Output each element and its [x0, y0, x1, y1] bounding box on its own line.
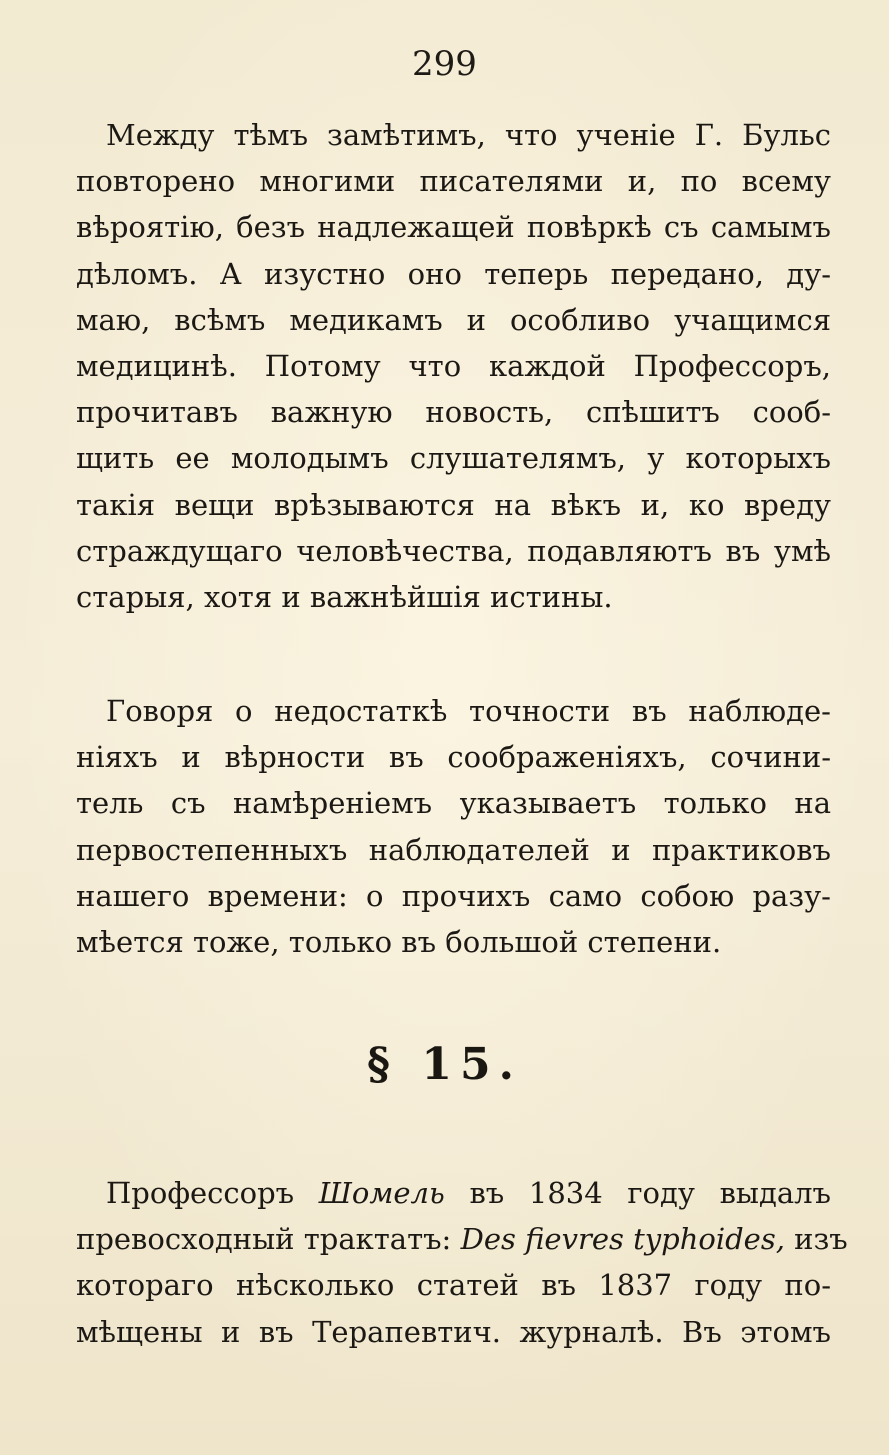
text-line: старыя, хотя и важнѣйшія истины.	[76, 579, 613, 614]
text-line: нашего времени: о прочихъ само собою разу-	[76, 878, 831, 913]
text-line: мѣется тоже, только въ большой степени.	[76, 924, 722, 959]
text-line: первостепенныхъ наблюдателей и практиковъ	[76, 832, 831, 867]
book-title: Des fievres typhoides,	[460, 1222, 785, 1257]
text-line: мѣщены и въ Терапевтич. журналѣ. Въ этомъ	[76, 1314, 831, 1349]
text-line	[76, 1216, 848, 1262]
text-line: Между тѣмъ замѣтимъ, что ученіе Г. Бульс	[106, 118, 831, 152]
section-heading: § 15.	[367, 1039, 522, 1090]
paragraph-2	[76, 688, 831, 965]
text-line: тель съ намѣреніемъ указываетъ только на	[76, 786, 831, 821]
text-line: щить ее молодымъ слушателямъ, у которыхъ	[76, 441, 831, 476]
text-fragment: въ 1834 году выдалъ	[444, 1176, 832, 1210]
text-line: дѣломъ. А изустно оно теперь передано, ду-	[76, 256, 831, 291]
text-line: ніяхъ и вѣрности въ соображеніяхъ, сочини-	[76, 740, 831, 775]
paragraph-3	[76, 1170, 848, 1355]
page-number: 299	[412, 44, 477, 84]
text-fragment: Профессоръ	[106, 1176, 319, 1210]
text-line: маю, всѣмъ медикамъ и особливо учащимся	[76, 302, 831, 337]
text-fragment: изъ	[784, 1222, 848, 1257]
text-line: вѣроятію, безъ надлежащей повѣркѣ съ самымъ	[76, 210, 831, 245]
text-line: Говоря о недостаткѣ точности въ наблюде-	[106, 694, 831, 728]
text-line: такія вещи врѣзываются на вѣкъ и, ко вреду	[76, 487, 831, 522]
text-line: медицинѣ. Потому что каждой Профессоръ,	[76, 348, 831, 383]
text-line: котораго нѣсколько статей въ 1837 году по-	[76, 1268, 831, 1303]
text-line	[76, 1170, 831, 1216]
paragraph-1	[76, 112, 831, 620]
author-name: Шомель	[318, 1176, 445, 1210]
text-fragment: превосходный трактатъ:	[76, 1222, 461, 1257]
text-line: страждущаго человѣчества, подавляютъ въ умѣ	[76, 533, 831, 568]
text-line: повторено многими писателями и, по всему	[76, 164, 831, 199]
text-line: прочитавъ важную новость, спѣшитъ сооб-	[76, 395, 831, 430]
